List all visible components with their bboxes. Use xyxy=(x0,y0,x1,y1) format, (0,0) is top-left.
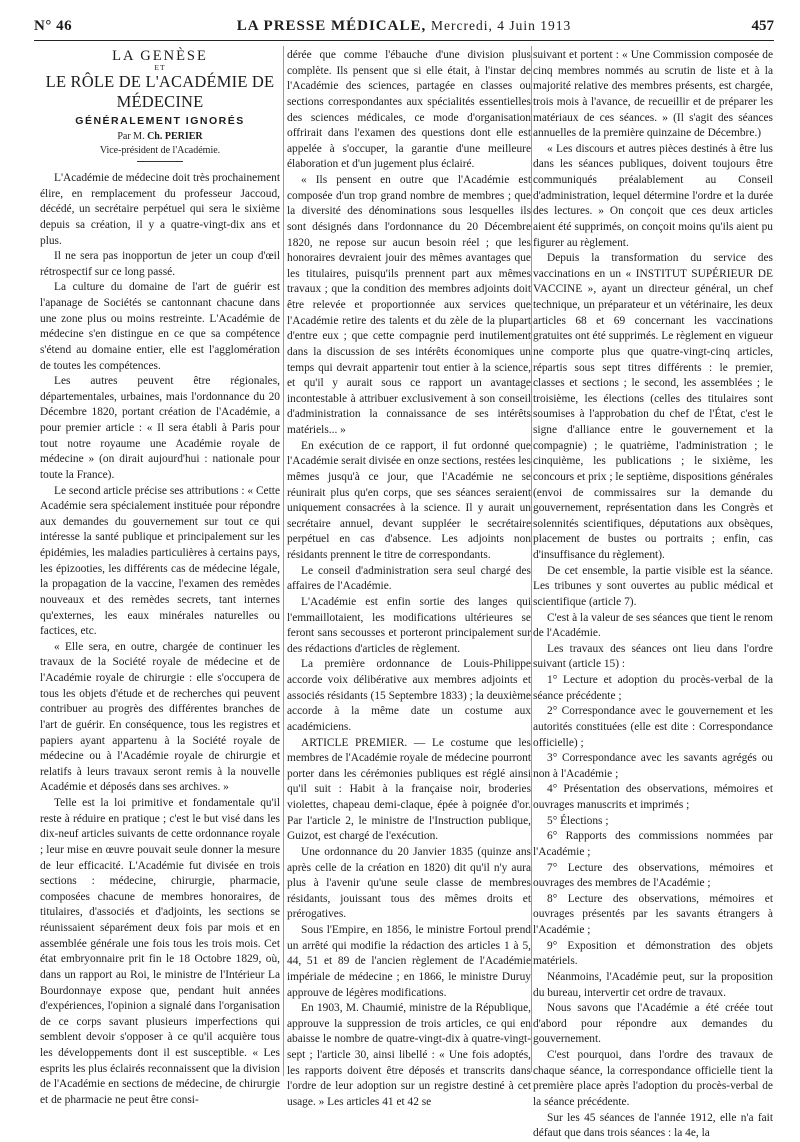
paragraph: Sous l'Empire, en 1856, le ministre Fortoul prend un arrêté qui modifie la rédaction des articles 1 à 5, 44, 51 et 89 de l'ancien règlement de l'Académie impériale de médecine ; en 1866, le ministre Duruy approuve de légères modifications. xyxy=(287,924,531,999)
author-role: Vice-président de l'Académie. xyxy=(99,145,221,156)
paragraph: 8° Lecture des observations, mémoires et ouvrages présentés par les savants étrangers à l'Académie ; xyxy=(533,892,773,936)
column-1 xyxy=(40,48,280,1106)
paragraph: L'Académie de médecine doit très prochainement élire, en remplacement du professeur Jaccoud, décédé, un secrétaire perpétuel qui sera le sixième depuis sa création, il y a quatre-vingt-dix ans et plus. xyxy=(40,172,280,247)
author-name: Ch. PERIER xyxy=(147,131,203,142)
article-connector: ET xyxy=(154,63,166,72)
page-number: 457 xyxy=(751,18,774,34)
paragraph: C'est à la valeur de ses séances que tient le renom de l'Académie. xyxy=(533,611,773,640)
page-header xyxy=(34,14,774,38)
column-divider xyxy=(283,46,284,1076)
paragraph: suivant et portent : « Une Commission composée de cinq membres nommés au scrutin de liste et à la majorité relative des membres présents, est chargée, trois mois à l'avance, de recueillir et de préparer les matériaux de ces séances. » (Il s'agit des séances annuelles de la première quinzaine de Décembre.) xyxy=(533,49,773,140)
paragraph: Les travaux des séances ont lieu dans l'ordre suivant (article 15) : xyxy=(533,642,773,671)
column-2-text xyxy=(287,48,531,1111)
header-rule xyxy=(34,40,774,41)
paragraph: De cet ensemble, la partie visible est la séance. Les tribunes y sont ouvertes au public médical et scientifique (article 7). xyxy=(533,564,773,608)
column-2 xyxy=(287,48,531,1108)
paragraph: L'Académie est enfin sortie des langes qui l'emmaillotaient, les modifications ultérieures se feront sans secousses et porteront principalement sur des rédactions d'articles de règlement. xyxy=(287,595,531,655)
paragraph: 5° Élections ; xyxy=(547,814,609,827)
article-title-block xyxy=(40,48,280,162)
paragraph: En 1903, M. Chaumié, ministre de la République, approuve la suppression de trois articles, ce qui en abaisse le nombre de quatre-vingt-dix à quatre-vingt-sept ; l'article 30, ainsi libellé : « Une fois adoptés, les rapports doivent être déposés et transcrits dans l'ordre de leur adoption sur un registre destiné à cet usage. » Les articles 41 et 42 se xyxy=(287,1002,531,1108)
paragraph: 3° Correspondance avec les savants agrégés ou non à l'Académie ; xyxy=(533,752,773,780)
issue-date: Mercredi, 4 Juin 1913 xyxy=(430,18,572,33)
paragraph: dérée que comme l'ébauche d'une division plus complète. Ils pensent que si elle était, à l'instar de l'Académie des sciences, partagée en classes ou sections correspondantes aux spécialités essentielles des sciences médicales, ce mode d'organisation offrirait dans l'examen des questions dont elle est appelée à s'occuper, la garantie d'une meilleure élaboration et d'un jugement plus éclairé. xyxy=(287,49,531,171)
paragraph: ARTICLE PREMIER. — Le costume que les membres de l'Académie royale de médecine pourront porter dans les cérémonies publiques est réglé ainsi qu'il suit : Habit à la française noir, broderies violettes, chapeau demi-claque, épée à poignée d'or. Par l'article 2, le ministre de l'Instruction publique, Guizot, est chargé de l'exécution. xyxy=(287,736,531,843)
paragraph: Les autres peuvent être régionales, départementales, urbaines, mais l'ordonnance du 20 Décembre 1820, portant création de l'Académie, a pour premier article : « Il sera établi à Paris pour tout notre royaume une Académie royale de médecine » (on dirait aujourd'hui : nationale pour toute la France). xyxy=(40,375,280,481)
paragraph: Telle est la loi primitive et fondamentale qu'il reste à réduire en pratique ; c'est le but visé dans les dix-neuf articles suivants de cette ordonnance royale ; leur mise en œuvre pouvait seule donner la mesure de leur efficacité. L'Académie fut divisée en trois sections : médecine, chirurgie, pharmacie, composées chacune de membres honoraires, de titulaires, d'associés et d'adjoints, les sections se réunissaient séparément deux fois par mois et en assemblée générale une fois tous les trois mois. Cet état embryonnaire prit fin le 18 Octobre 1829, où, dans un rapport au Roi, le ministre de l'Intérieur La Bourdonnaye expose que, pendant huit années d'expériences, l'opinion a signalé dans l'organisation de ce corps savant plusieurs imperfections qui semblent devoir s'opposer à ce qu'il acquière tous les développements dont il est susceptible. « Les esprits les plus éclairés reconnaissent que la division de l'Académie en sections de médecine, de chirurgie et de pharmacie ne peut être consi- xyxy=(40,797,280,1106)
issue-number: N° 46 xyxy=(34,18,73,34)
paragraph: La culture du domaine de l'art de guérir est l'apanage de Sociétés se cantonnant chacune dans une zone plus ou moins restreinte. L'Académie de médecine s'en distingue en ce que sa compétence s'étend au domaine entier, elle est l'agglomération de toutes les compétences. xyxy=(40,281,280,372)
column-3 xyxy=(533,48,773,1140)
byline-prefix: Par M. xyxy=(117,131,145,142)
column-divider xyxy=(531,46,532,1072)
byline xyxy=(40,130,280,144)
paragraph: 1° Lecture et adoption du procès-verbal de la séance précédente ; xyxy=(533,674,773,702)
paragraph: « Ils pensent en outre que l'Académie est composée d'un trop grand nombre de membres ; que la diversité des dénominations sous lesquelles ils sont désignés dans l'ordonnance du 20 Décembre 1820, ne repose sur aucun besoin réel ; que les honoraires devraient jouir des mêmes avantages que les titulaires, puisqu'ils prennent part aux mêmes travaux ; que la condition des membres adjoints doit être relevée et proportionnée aux services que l'Académie retire des talents et du zèle de la plupart d'entre eux ; que cette compagnie perd inutilement dans la discussion de ses intérêts économiques un temps qui devrait appartenir tout entier à la science, et qu'il y aurait sous ce rapport un avantage incontestable à attribuer exclusivement à son conseil d'administration la connaissance de ses intérêts matériels... » xyxy=(287,174,531,436)
paragraph: Nous savons que l'Académie a été créée tout d'abord pour répondre aux demandes du gouvernement. xyxy=(533,1002,773,1046)
journal-masthead xyxy=(34,14,774,38)
article-kicker: LA GENÈSE xyxy=(112,48,208,64)
paragraph: 4° Présentation des observations, mémoires et ouvrages manuscrits et imprimés ; xyxy=(533,783,773,811)
column-3-text xyxy=(533,48,773,1142)
paragraph: « Les discours et autres pièces destinés à être lus dans les séances publiques, doivent toujours être communiqués préalablement au Conseil d'administration, lequel détermine l'ordre et la durée des lectures. » On conçoit que ces deux articles aient été supprimés, on conçoit moins qu'ils aient pu figurer au règlement. xyxy=(533,142,773,249)
paragraph: En exécution de ce rapport, il fut ordonné que l'Académie serait divisée en onze sections, restées les mêmes jusqu'à ce jour, que l'Académie ne se réunirait plus qu'en corps, que ses séances seraient uniquement consacrées à la science. Il y aurait un secrétaire annuel, devant suppléer le secrétaire perpétuel en cas d'absence. Les adjoints non résidants prennent le titre de correspondants. xyxy=(287,439,531,561)
paragraph: Sur les 45 séances de l'année 1912, elle n'a fait défaut que dans trois séances : la 4e, la xyxy=(533,1111,773,1140)
paragraph: Depuis la transformation du service des vaccinations en un « INSTITUT SUPÉRIEUR DE VACCINE », ayant un directeur général, un chef technique, un préparateur et un vétérinaire, les deux articles 68 et 69 concernant les vaccinations gratuites ont été supprimés. Le règlement en vigueur ne comporte plus que quatre-vingt-cinq articles, répartis sous sept titres différents : le premier, classes et sections ; le second, les assemblées ; le troisième, les élections (celles des titulaires sont soumises à l'approbation du chef de l'État, c'est le signe d'alliance entre le gouvernement et la compagnie) ; le quatrième, l'administration ; le cinquième, les publications ; le sixième, les concours et prix ; le septième, dispositions générales (envoi de commissaires sur la demande du gouvernement, représentation dans les Congrès et solennités scientifiques, députations aux obsèques, placement de bustes ou portraits ; enfin, cas d'insuffisance du règlement). xyxy=(533,252,773,561)
article-subtitle: GÉNÉRALEMENT IGNORÉS xyxy=(75,115,245,127)
column-1-text xyxy=(40,171,280,1109)
paragraph: Une ordonnance du 20 Janvier 1835 (quinze ans après celle de la création en 1820) dit qu'il n'y aura plus à l'avenir qu'une seule classe de membres résidants, jouissant tous des mêmes droits et prérogatives. xyxy=(287,845,531,921)
title-rule xyxy=(137,161,183,162)
paragraph: 6° Rapports des commissions nommées par l'Académie ; xyxy=(533,830,773,858)
paragraph: 7° Lecture des observations, mémoires et ouvrages des membres de l'Académie ; xyxy=(533,861,773,890)
paragraph: Néanmoins, l'Académie peut, sur la proposition du bureau, intervertir cet ordre de travaux. xyxy=(533,970,773,999)
paragraph: C'est pourquoi, dans l'ordre des travaux de chaque séance, la correspondance officielle tient la première place après l'adoption du procès-verbal de la séance précédente. xyxy=(533,1049,773,1108)
paragraph: La première ordonnance de Louis-Philippe accorde voix délibérative aux membres adjoints et associés résidants (15 Septembre 1833) ; la deuxième accorde à la même date un costume aux académiciens. xyxy=(287,658,531,733)
article-title: LE RÔLE DE L'ACADÉMIE DE MÉDECINE xyxy=(45,72,275,111)
paragraph: Le second article précise ses attributions : « Cette Académie sera spécialement instituée pour répondre aux demandes du gouvernement sur tout ce qui intéresse la santé publique et principalement sur les épidémies, les maladies particulières à certains pays, les épizooties, les différents cas de médecine légale, la propagation de la vaccine, l'examen des remèdes nouveaux et des remèdes secrets, tant internes qu'externes, les eaux minérales naturelles ou factices, etc. xyxy=(40,484,280,638)
paragraph: 2° Correspondance avec le gouvernement et les autorités constituées (elle est dite : Correspondance officielle) ; xyxy=(533,705,773,749)
paragraph: Il ne sera pas inopportun de jeter un coup d'œil rétrospectif sur ce long passé. xyxy=(40,250,280,278)
journal-title: LA PRESSE MÉDICALE, xyxy=(236,18,427,34)
paragraph: « Elle sera, en outre, chargée de continuer les travaux de la Société royale de médecine et de l'Académie royale de chirurgie : elle s'occupera de tous les objets d'étude et de recherches qui peuvent contribuer au progrès des différentes branches de l'art de guérir. En conséquence, tous les registres et papiers ayant appartenu à la Société royale de médecine ou à l'Académie royale de chirurgie et relatifs à leurs travaux seront remis à la nouvelle Académie et déposés dans ses archives. » xyxy=(40,640,280,794)
paragraph: 9° Exposition et démonstration des objets matériels. xyxy=(533,939,773,968)
paragraph: Le conseil d'administration sera seul chargé des affaires de l'Académie. xyxy=(287,564,531,593)
